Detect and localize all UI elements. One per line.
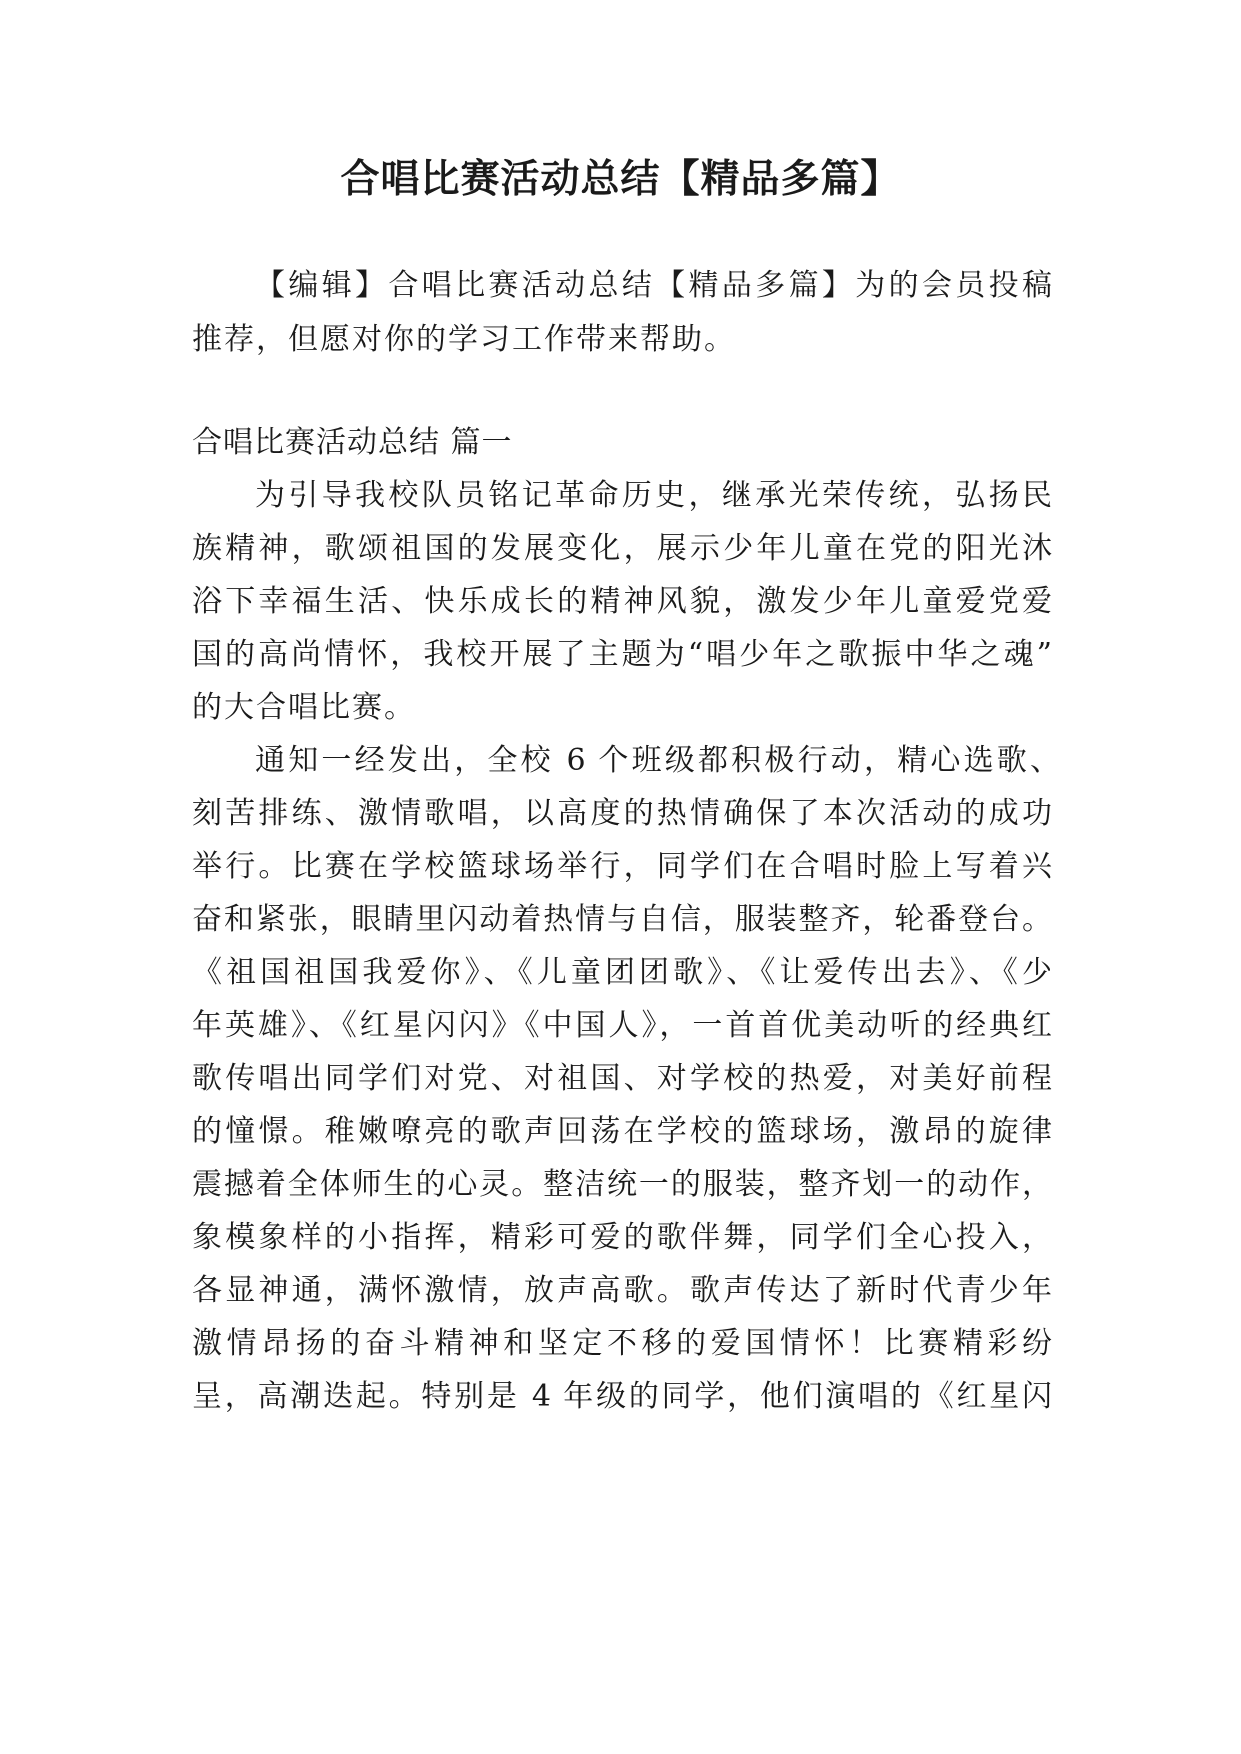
- paragraph-line: 的憧憬。稚嫩嘹亮的歌声回荡在学校的篮球场，激昂的旋律: [192, 1114, 1052, 1149]
- paragraph-line: 奋和紧张，眼睛里闪动着热情与自信，服装整齐，轮番登台。: [192, 902, 1052, 937]
- paragraph-line: 通知一经发出，全校 6 个班级都积极行动，精心选歌、: [255, 743, 1060, 778]
- paragraph-line: 激情昂扬的奋斗精神和坚定不移的爱国情怀！比赛精彩纷: [192, 1326, 1052, 1361]
- intro-line: 推荐，但愿对你的学习工作带来帮助。: [192, 322, 736, 357]
- paragraph-line: 举行。比赛在学校篮球场举行，同学们在合唱时脸上写着兴: [192, 849, 1052, 884]
- paragraph-line: 呈，高潮迭起。特别是 4 年级的同学，他们演唱的《红星闪: [192, 1379, 1052, 1414]
- paragraph-line: 浴下幸福生活、快乐成长的精神风貌，激发少年儿童爱党爱: [192, 584, 1052, 619]
- paragraph-line: 族精神，歌颂祖国的发展变化，展示少年儿童在党的阳光沐: [192, 531, 1052, 566]
- intro-line: 【编辑】合唱比赛活动总结【精品多篇】为的会员投稿: [255, 268, 1052, 303]
- paragraph-line: 象模象样的小指挥，精彩可爱的歌伴舞，同学们全心投入，: [192, 1220, 1052, 1255]
- paragraph-line: 《祖国祖国我爱你》、《儿童团团歌》、《让爱传出去》、《少: [192, 955, 1052, 990]
- paragraph-line: 为引导我校队员铭记革命历史，继承光荣传统，弘扬民: [255, 478, 1052, 513]
- paragraph-line: 各显神通，满怀激情，放声高歌。歌声传达了新时代青少年: [192, 1273, 1052, 1308]
- paragraph-line: 年英雄》、《红星闪闪》《中国人》，一首首优美动听的经典红: [192, 1008, 1052, 1043]
- paragraph-line: 国的高尚情怀，我校开展了主题为“唱少年之歌振中华之魂”: [192, 637, 1052, 672]
- paragraph-line: 刻苦排练、激情歌唱，以高度的热情确保了本次活动的成功: [192, 796, 1052, 831]
- paragraph-line: 震撼着全体师生的心灵。整洁统一的服装，整齐划一的动作，: [192, 1167, 1052, 1202]
- document-title: 合唱比赛活动总结【精品多篇】: [340, 157, 901, 202]
- paragraph-line: 歌传唱出同学们对党、对祖国、对学校的热爱，对美好前程: [192, 1061, 1052, 1096]
- paragraph-line: 的大合唱比赛。: [192, 690, 416, 725]
- section-heading: 合唱比赛活动总结 篇一: [192, 425, 513, 460]
